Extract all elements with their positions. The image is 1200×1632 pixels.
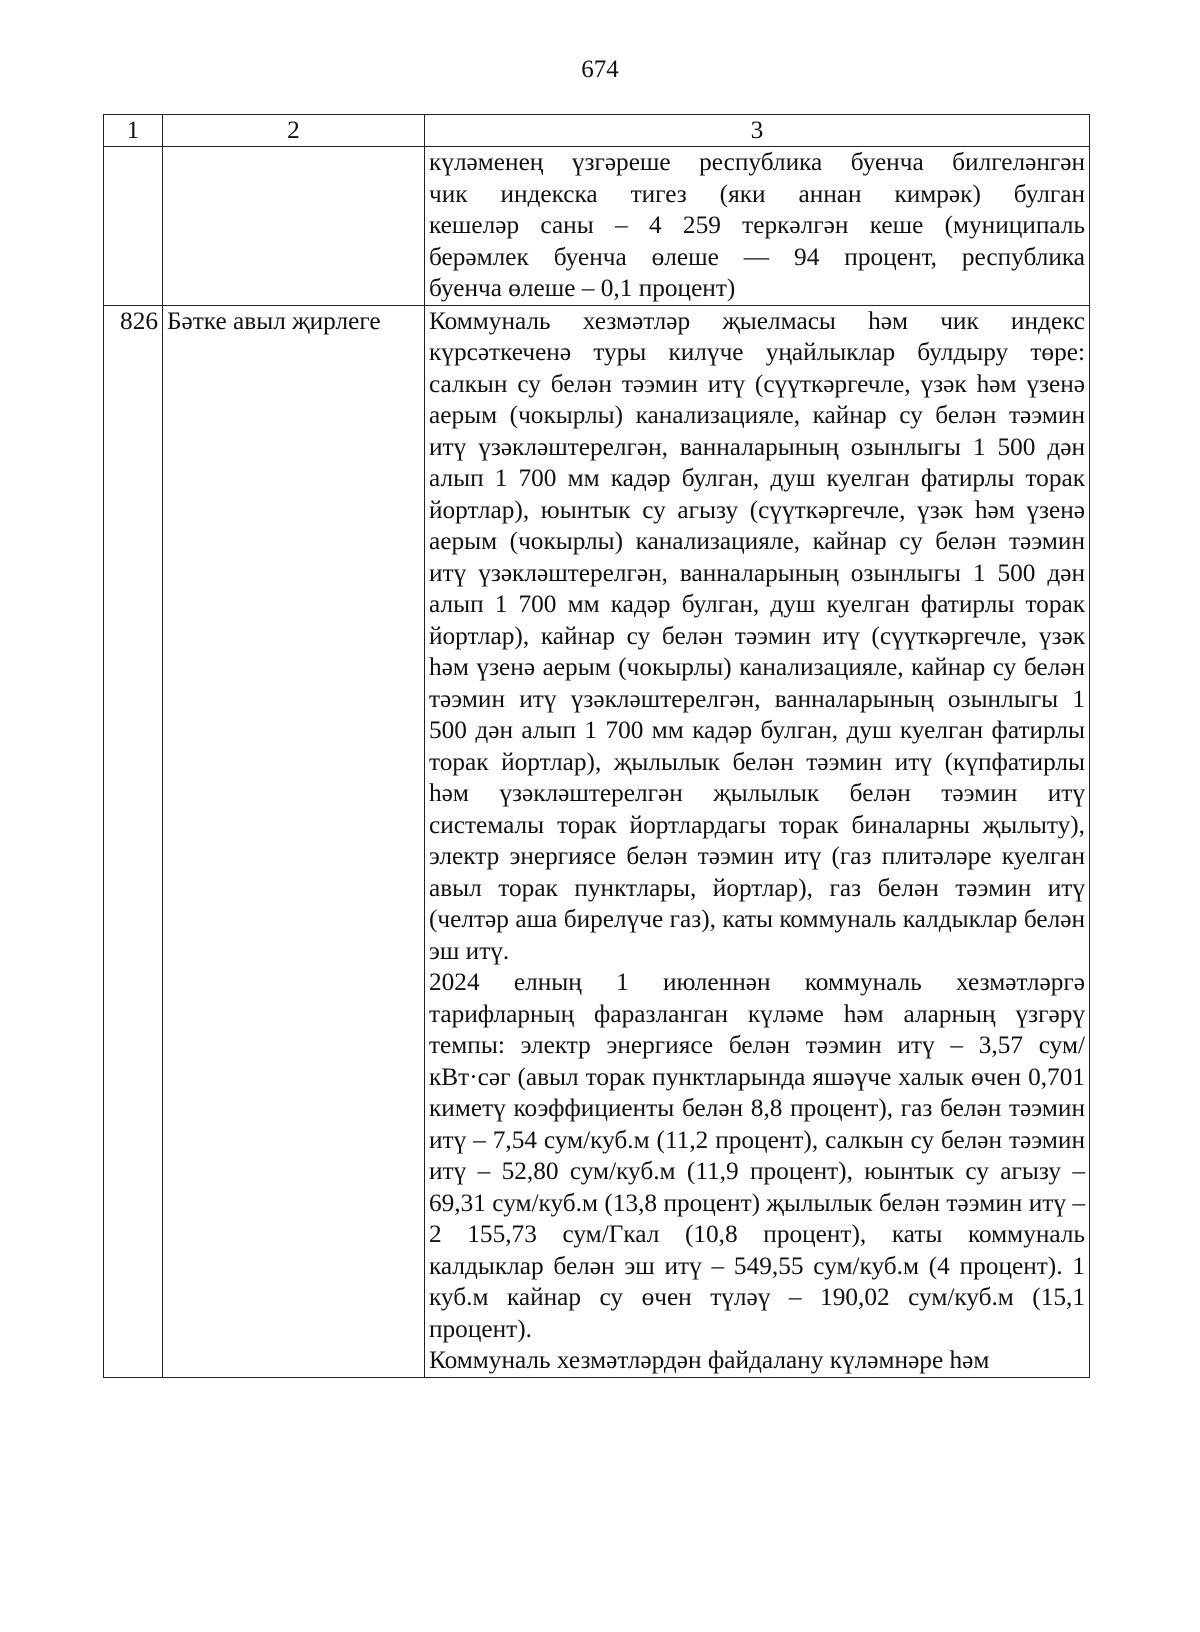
table-row-continuation <box>104 147 1090 306</box>
paragraph-services: Коммуналь хезмәтләр җыелмасы һәм чик индекс күрсәткеченә туры килүче уңайлыклар булдыру төре: салкын су белән тәэмин итү (сүүткәргечле, үзәк һәм үзенә аерым (чокырлы) канализацияле, кайнар су белән тәэмин итү үзәкләштерелгән, ванналарының озынлыгы 1 500 дән алып 1 700 мм кадәр булган, душ куелган фатирлы торак йортлар), юынтык су агызу (сүүткәргечле, үзәк һәм үзенә аерым (чокырлы) канализацияле, кайнар су белән тәэмин итү үзәкләштерелгән, ванналарының озынлыгы 1 500 дән алып 1 700 мм кадәр булган, душ куелган фатирлы торак йортлар), кайнар су белән тәэмин итү (сүүткәргечле, үзәк һәм үзенә аерым (чокырлы) канализацияле, кайнар су белән тәэмин итү үзәкләштерелгән, ванналарының озынлыгы 1 500 дән алып 1 700 мм кадәр булган, душ куелган фатирлы торак йортлар), җылылык белән тәэмин итү (күпфатирлы һәм үзәкләштерелгән җылылык белән тәэмин итү системалы торак йортлардагы торак биналарны җылыту), электр энергиясе белән тәэмин итү (газ плитәләре куелган авыл торак пунктлары, йортлар), газ белән тәэмин итү (челтәр аша бирелүче газ), каты коммуналь калдыклар белән эш итү. <box>429 306 1085 965</box>
column-header-2: 2 <box>163 115 425 147</box>
paragraph-tariffs: 2024 елның 1 июленнән коммуналь хезмәтләргә тарифларның фаразланган күләме һәм аларның үзгәрү темпы: электр энергиясе белән тәэмин итү – 3,57 сум/кВт·сәг (авыл торак пунктларында яшәүче халык өчен 0,701 киметү коэффициенты белән 8,8 процент), газ белән тәэмин итү – 7,54 сум/куб.м (11,2 процент), салкын су белән тәэмин итү – 52,80 сум/куб.м (11,9 процент), юынтык су агызу – 69,31 сум/куб.м (13,8 процент) җылылык белән тәэмин итү – 2 155,73 сум/Гкал (10,8 процент), каты коммуналь калдыклар белән эш итү – 549,55 сум/куб.м (4 процент). 1 куб.м кайнар су өчен түләү – 190,02 сум/куб.м (15,1 процент). <box>429 968 1085 1343</box>
row-number: 826 <box>104 305 163 1377</box>
row-text-cell <box>425 305 1090 1377</box>
continuation-line: күләменең үзгәреше республика буенча билгеләнгән <box>429 148 1085 176</box>
continuation-name-cell <box>163 147 425 306</box>
data-table <box>103 114 1090 1378</box>
continuation-number-cell <box>104 147 163 306</box>
continuation-text-cell <box>425 147 1090 306</box>
column-header-3: 3 <box>425 115 1090 147</box>
continuation-line: чик индекска тигез (яки аннан кимрәк) булган <box>429 179 1085 208</box>
settlement-name: Бәтке авыл җирлеге <box>163 305 425 1377</box>
page-number: 674 <box>581 56 619 83</box>
column-header-1: 1 <box>104 115 163 147</box>
paragraph-volumes: Коммуналь хезмәтләрдән файдалану күләмнәре һәм <box>429 1346 990 1374</box>
table-header-row <box>104 115 1090 147</box>
continuation-line: буенча өлеше – 0,1 процент) <box>429 274 736 302</box>
continuation-line: берәмлек буенча өлеше — 94 процент, республика <box>429 242 1085 271</box>
continuation-line: кешеләр саны – 4 259 теркәлгән кеше (муниципаль <box>429 211 1085 239</box>
table-row <box>104 305 1090 1377</box>
